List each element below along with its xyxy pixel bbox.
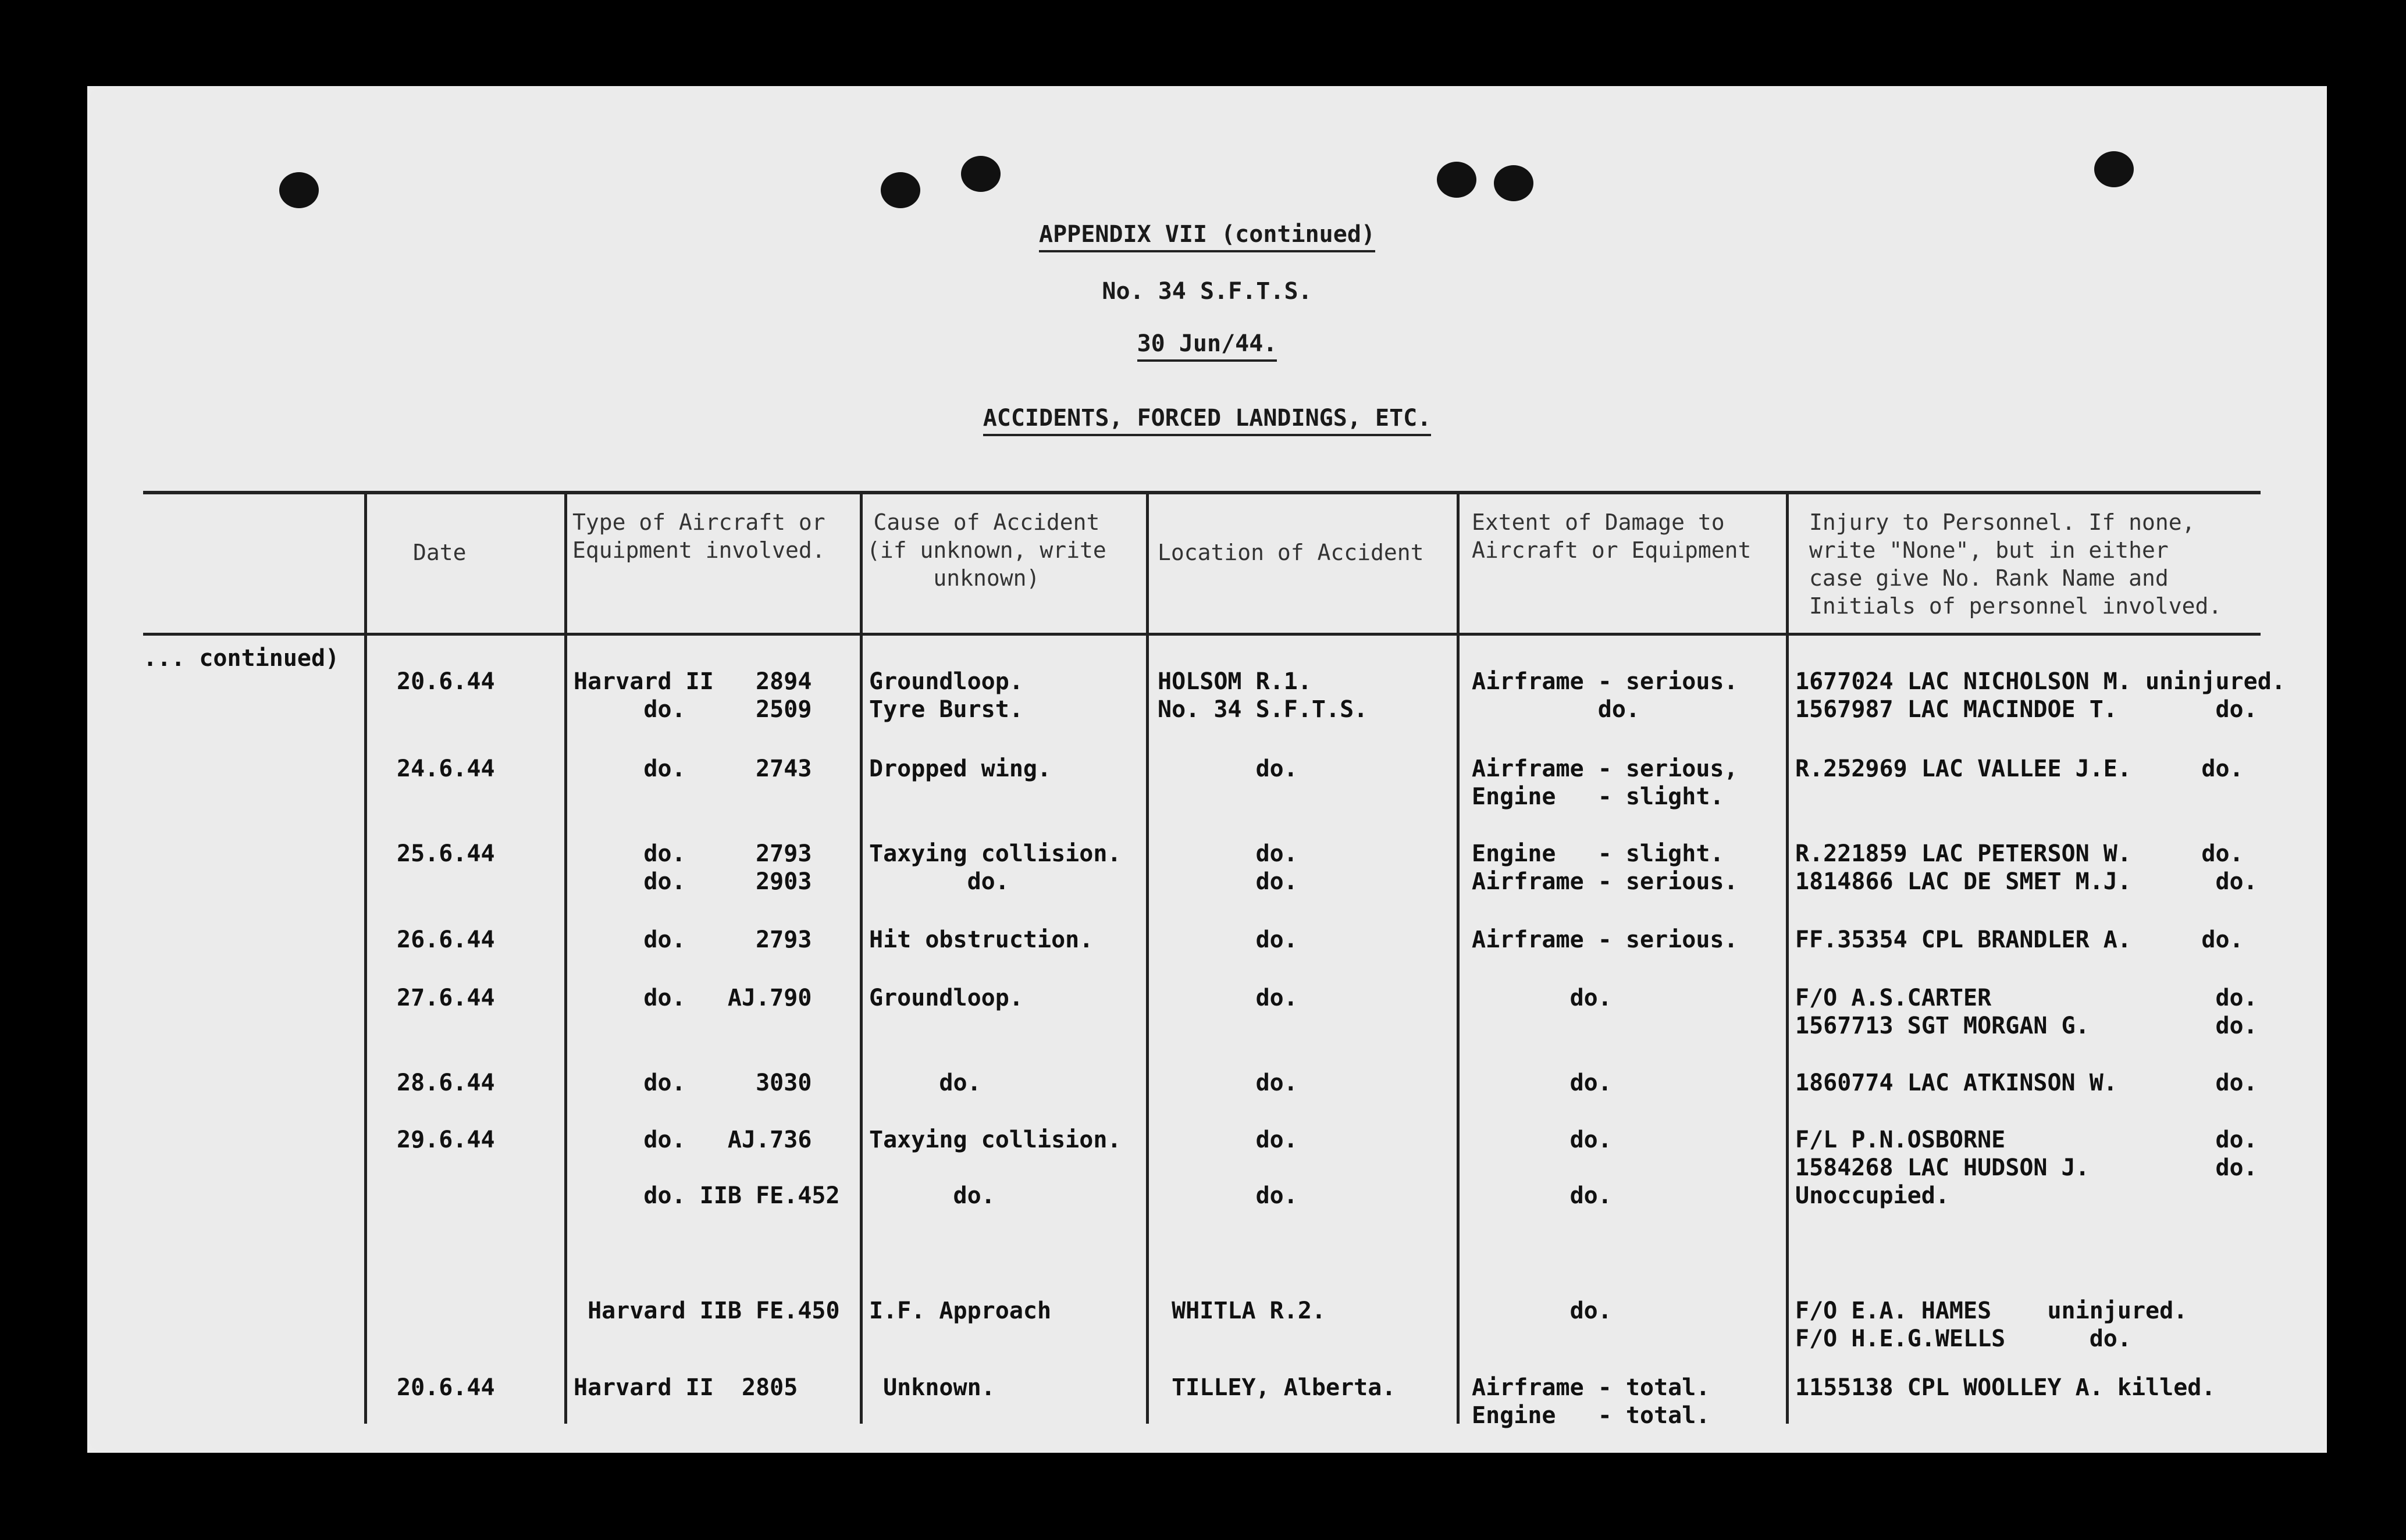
punch-hole [1494,165,1533,201]
column-divider [564,493,567,1424]
table-cell-extent: do. do. [1569,1127,1612,1209]
table-cell-cause: Unknown. [869,1374,995,1401]
table-cell-extent: do. [1472,1297,1612,1324]
table-cell-injury: 1677024 LAC NICHOLSON M. uninjured. 1567987 LAC MACINDOE T. do. [1795,668,2286,723]
table-cell-cause: Groundloop. [869,985,1023,1011]
table-cell-type: do. 2743 [574,755,812,782]
punch-hole [279,172,319,208]
table-cell-extent: Airframe - serious, Engine - slight. [1472,755,1738,810]
column-divider [1786,493,1789,1424]
table-cell-extent: do. [1472,1070,1612,1096]
table-cell-location: HOLSOM R.1. No. 34 S.F.T.S. [1158,668,1368,723]
column-header-cause: Cause of Accident (if unknown, write unknown) [867,509,1106,591]
table-cell-date: 28.6.44 [397,1070,495,1096]
column-header-location: Location of Accident [1158,540,1424,565]
column-divider [1146,493,1149,1424]
table-cell-location: TILLEY, Alberta. [1158,1374,1396,1401]
table-cell-cause: Hit obstruction. [869,926,1094,953]
table-cell-extent: do. [1472,985,1612,1011]
punch-hole [881,172,920,208]
table-cell-cause: Taxying collision. do. [869,1127,1122,1209]
punch-hole [961,156,1001,192]
table-cell-cause: Dropped wing. [869,755,1052,782]
punch-hole [2094,151,2134,187]
table-cell-cause: Groundloop. Tyre Burst. [869,668,1023,723]
table-cell-date: 27.6.44 [397,985,495,1011]
column-divider [860,493,863,1424]
table-cell-location: do. [1158,985,1298,1011]
document-page [87,86,2327,1453]
table-cell-extent: Airframe - serious. do. [1472,668,1738,723]
header-bottom-rule [143,633,2261,636]
table-cell-location: do. [1158,926,1298,953]
table-top-rule [143,491,2261,494]
table-cell-location: do. [1158,755,1298,782]
section-title: ACCIDENTS, FORCED LANDINGS, ETC. [87,405,2327,432]
column-header-injury: Injury to Personnel. If none, write "None", but in either case give No. Rank Name and Initials of personnel involved. [1809,509,2222,619]
continued-label: ... continued) [143,645,340,672]
table-cell-type: do. 2793 [574,926,812,953]
table-cell-extent: Engine - slight. Airframe - serious. [1472,840,1738,895]
table-cell-type: Harvard II 2894 do. 2509 [574,668,812,723]
table-cell-location: do. do. [1255,840,1298,895]
table-cell-type: do. AJ.736 do. IIB FE.452 [643,1127,840,1209]
table-cell-injury: 1860774 LAC ATKINSON W. do. [1795,1070,2258,1096]
unit-name: No. 34 S.F.T.S. [1102,278,1312,305]
table-cell-type: Harvard IIB FE.450 [574,1297,840,1324]
table-cell-injury: F/O E.A. HAMES uninjured. F/O H.E.G.WELLS do. [1795,1297,2188,1352]
table-cell-location: do. do. [1255,1127,1298,1209]
table-cell-injury: R.221859 LAC PETERSON W. do. 1814866 LAC DE SMET M.J. do. [1795,840,2258,895]
table-cell-date: 26.6.44 [397,926,495,953]
table-cell-date: 29.6.44 [397,1127,495,1153]
column-divider [364,493,367,1424]
column-header-date: Date [413,540,467,565]
table-cell-date: 20.6.44 [397,668,495,695]
table-cell-injury: 1155138 CPL WOOLLEY A. killed. [1795,1374,2216,1401]
appendix-title: APPENDIX VII (continued) [87,221,2327,248]
column-header-type: Type of Aircraft or Equipment involved. [572,509,825,563]
table-cell-cause: I.F. Approach [869,1297,1052,1324]
report-date: 30 Jun/44. [87,330,2327,357]
table-cell-type: do. 2793 do. 2903 [643,840,812,895]
table-cell-injury: FF.35354 CPL BRANDLER A. do. [1795,926,2244,953]
table-cell-date: 20.6.44 [397,1374,495,1401]
table-cell-cause: do. [869,1070,981,1096]
table-cell-type: do. 3030 [574,1070,812,1096]
column-header-extent: Extent of Damage to Aircraft or Equipment [1472,509,1752,563]
table-cell-date: 24.6.44 [397,755,495,782]
table-cell-type: Harvard II 2805 [574,1374,798,1401]
table-cell-location: WHITLA R.2. [1158,1297,1326,1324]
column-divider [1457,493,1460,1424]
table-cell-injury: F/O A.S.CARTER do. 1567713 SGT MORGAN G. do. [1795,985,2258,1039]
table-cell-extent: Airframe - total. Engine - total. [1472,1374,1710,1429]
table-cell-date: 25.6.44 [397,840,495,867]
table-cell-extent: Airframe - serious. [1472,926,1738,953]
table-cell-injury: R.252969 LAC VALLEE J.E. do. [1795,755,2244,782]
table-cell-type: do. AJ.790 [574,985,812,1011]
table-cell-location: do. [1158,1070,1298,1096]
table-cell-injury: F/L P.N.OSBORNE do. 1584268 LAC HUDSON J. do. Unoccupied. [1795,1127,2258,1209]
punch-hole [1437,162,1476,198]
table-cell-cause: Taxying collision. do. [869,840,1122,895]
